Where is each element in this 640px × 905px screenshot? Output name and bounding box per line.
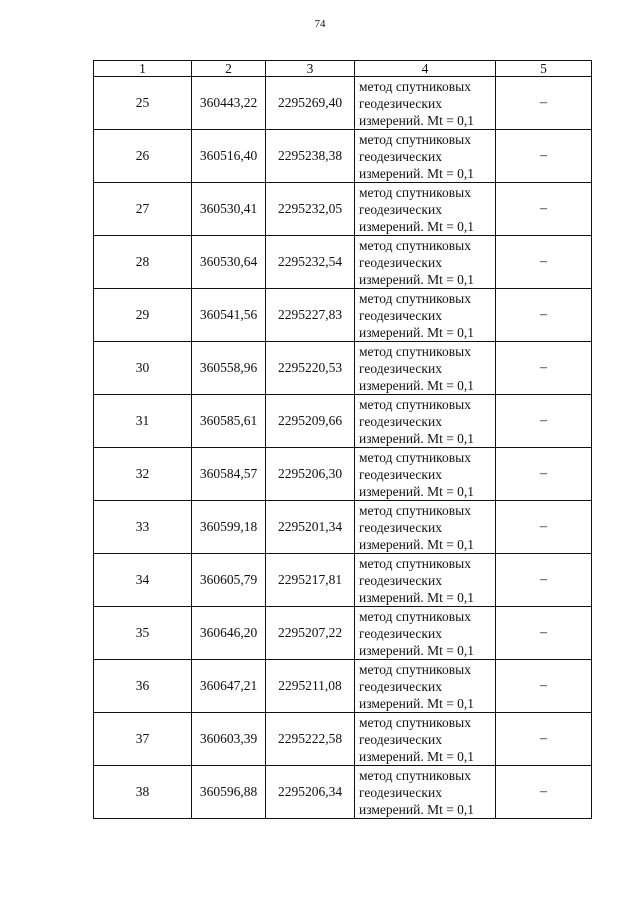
point-number-cell: 30 [94, 342, 192, 395]
table-row [94, 130, 592, 183]
method-cell: метод спутниковых геодезических измерений. Mt = 0,1 [355, 289, 496, 342]
y-coordinate-cell: 2295238,38 [266, 130, 355, 183]
table-header [94, 61, 592, 77]
y-coordinate-cell: 2295217,81 [266, 554, 355, 607]
method-cell: метод спутниковых геодезических измерений. Mt = 0,1 [355, 554, 496, 607]
table-row [94, 766, 592, 819]
point-number-cell: 29 [94, 289, 192, 342]
point-number-cell: 27 [94, 183, 192, 236]
table-row [94, 77, 592, 130]
point-number-cell: 33 [94, 501, 192, 554]
method-cell: метод спутниковых геодезических измерений. Mt = 0,1 [355, 660, 496, 713]
note-cell: – [496, 607, 592, 660]
x-coordinate-cell: 360558,96 [192, 342, 266, 395]
y-coordinate-cell: 2295232,54 [266, 236, 355, 289]
y-coordinate-cell: 2295227,83 [266, 289, 355, 342]
method-cell: метод спутниковых геодезических измерений. Mt = 0,1 [355, 766, 496, 819]
point-number-cell: 37 [94, 713, 192, 766]
method-cell: метод спутниковых геодезических измерений. Mt = 0,1 [355, 183, 496, 236]
header-row [94, 61, 592, 77]
table-row [94, 183, 592, 236]
method-cell: метод спутниковых геодезических измерений. Mt = 0,1 [355, 501, 496, 554]
point-number-cell: 35 [94, 607, 192, 660]
y-coordinate-cell: 2295220,53 [266, 342, 355, 395]
point-number-cell: 25 [94, 77, 192, 130]
point-number-cell: 38 [94, 766, 192, 819]
note-cell: – [496, 713, 592, 766]
header-col-3: 3 [266, 61, 355, 77]
y-coordinate-cell: 2295222,58 [266, 713, 355, 766]
note-cell: – [496, 766, 592, 819]
table-row [94, 342, 592, 395]
x-coordinate-cell: 360605,79 [192, 554, 266, 607]
header-col-4: 4 [355, 61, 496, 77]
coordinates-table [93, 60, 592, 819]
note-cell: – [496, 554, 592, 607]
table-row [94, 395, 592, 448]
page-number: 74 [314, 18, 326, 30]
y-coordinate-cell: 2295206,34 [266, 766, 355, 819]
note-cell: – [496, 130, 592, 183]
x-coordinate-cell: 360596,88 [192, 766, 266, 819]
x-coordinate-cell: 360541,56 [192, 289, 266, 342]
method-cell: метод спутниковых геодезических измерений. Mt = 0,1 [355, 395, 496, 448]
y-coordinate-cell: 2295232,05 [266, 183, 355, 236]
x-coordinate-cell: 360530,41 [192, 183, 266, 236]
point-number-cell: 26 [94, 130, 192, 183]
method-cell: метод спутниковых геодезических измерений. Mt = 0,1 [355, 713, 496, 766]
x-coordinate-cell: 360584,57 [192, 448, 266, 501]
method-cell: метод спутниковых геодезических измерений. Mt = 0,1 [355, 342, 496, 395]
y-coordinate-cell: 2295201,34 [266, 501, 355, 554]
y-coordinate-cell: 2295206,30 [266, 448, 355, 501]
point-number-cell: 36 [94, 660, 192, 713]
table-row [94, 501, 592, 554]
header-col-5: 5 [496, 61, 592, 77]
note-cell: – [496, 183, 592, 236]
method-cell: метод спутниковых геодезических измерений. Mt = 0,1 [355, 236, 496, 289]
method-cell: метод спутниковых геодезических измерений. Mt = 0,1 [355, 130, 496, 183]
method-cell: метод спутниковых геодезических измерений. Mt = 0,1 [355, 77, 496, 130]
header-col-2: 2 [192, 61, 266, 77]
table-row [94, 236, 592, 289]
x-coordinate-cell: 360647,21 [192, 660, 266, 713]
note-cell: – [496, 289, 592, 342]
x-coordinate-cell: 360599,18 [192, 501, 266, 554]
method-cell: метод спутниковых геодезических измерений. Mt = 0,1 [355, 607, 496, 660]
note-cell: – [496, 395, 592, 448]
y-coordinate-cell: 2295269,40 [266, 77, 355, 130]
table-row [94, 289, 592, 342]
note-cell: – [496, 342, 592, 395]
point-number-cell: 31 [94, 395, 192, 448]
point-number-cell: 28 [94, 236, 192, 289]
point-number-cell: 34 [94, 554, 192, 607]
x-coordinate-cell: 360530,64 [192, 236, 266, 289]
x-coordinate-cell: 360443,22 [192, 77, 266, 130]
x-coordinate-cell: 360646,20 [192, 607, 266, 660]
note-cell: – [496, 501, 592, 554]
table-row [94, 554, 592, 607]
y-coordinate-cell: 2295207,22 [266, 607, 355, 660]
y-coordinate-cell: 2295209,66 [266, 395, 355, 448]
y-coordinate-cell: 2295211,08 [266, 660, 355, 713]
table-row [94, 660, 592, 713]
note-cell: – [496, 236, 592, 289]
header-col-1: 1 [94, 61, 192, 77]
x-coordinate-cell: 360603,39 [192, 713, 266, 766]
note-cell: – [496, 448, 592, 501]
note-cell: – [496, 77, 592, 130]
table-row [94, 607, 592, 660]
method-cell: метод спутниковых геодезических измерений. Mt = 0,1 [355, 448, 496, 501]
table-row [94, 713, 592, 766]
x-coordinate-cell: 360516,40 [192, 130, 266, 183]
point-number-cell: 32 [94, 448, 192, 501]
table-body [94, 77, 592, 819]
x-coordinate-cell: 360585,61 [192, 395, 266, 448]
table-row [94, 448, 592, 501]
note-cell: – [496, 660, 592, 713]
